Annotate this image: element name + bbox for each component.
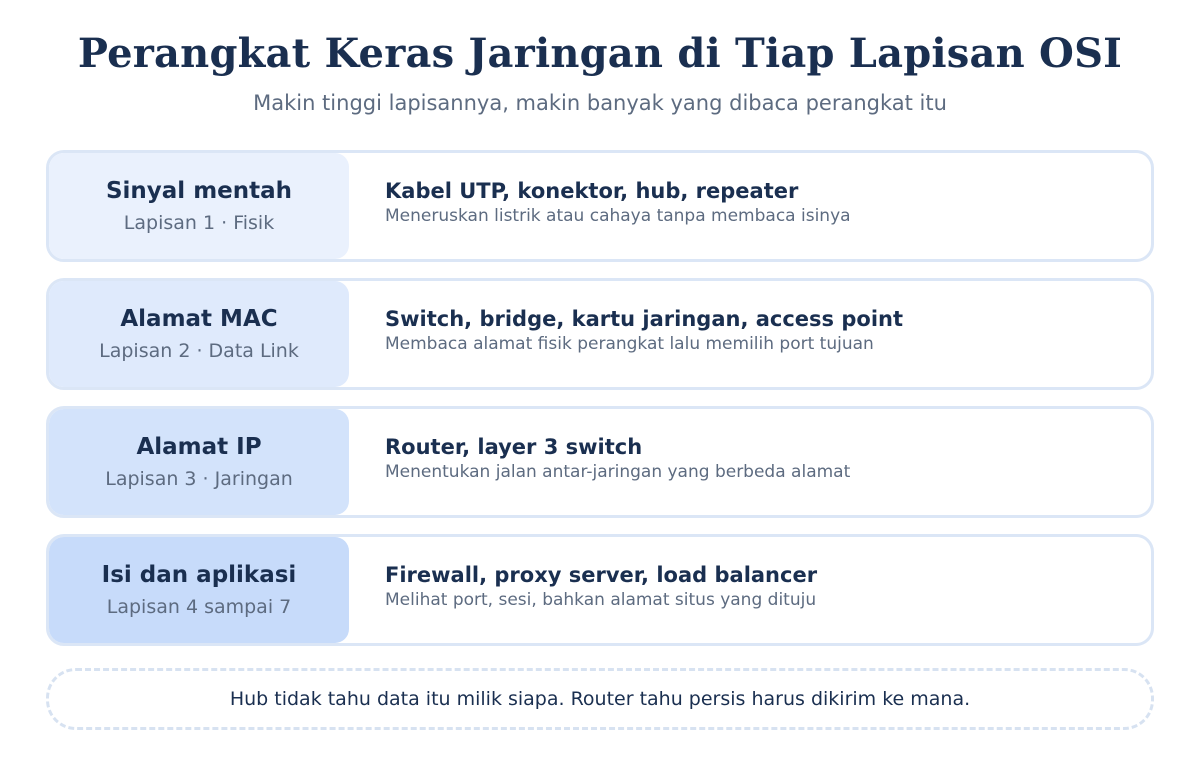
layer-label-panel bbox=[49, 281, 349, 387]
layer-card-physical bbox=[46, 150, 1154, 262]
layer-description: Melihat port, sesi, bahkan alamat situs yang dituju bbox=[385, 590, 817, 610]
layer-devices: Router, layer 3 switch bbox=[385, 435, 643, 459]
footer-note bbox=[46, 668, 1154, 730]
layer-content bbox=[349, 281, 1151, 387]
osi-layer-list bbox=[46, 150, 1154, 662]
layer-name: Isi dan aplikasi bbox=[101, 562, 297, 588]
layer-name: Alamat MAC bbox=[120, 306, 278, 332]
layer-number: Lapisan 3 · Jaringan bbox=[105, 468, 293, 490]
layer-devices: Switch, bridge, kartu jaringan, access point bbox=[385, 307, 904, 331]
layer-number: Lapisan 4 sampai 7 bbox=[106, 596, 292, 618]
layer-description: Menentukan jalan antar-jaringan yang berbeda alamat bbox=[385, 462, 851, 482]
page-title: Perangkat Keras Jaringan di Tiap Lapisan OSI bbox=[77, 30, 1123, 77]
layer-content bbox=[349, 153, 1151, 259]
layer-description: Membaca alamat fisik perangkat lalu memilih port tujuan bbox=[385, 334, 874, 354]
layer-number: Lapisan 1 · Fisik bbox=[123, 212, 275, 234]
layer-content bbox=[349, 537, 1151, 643]
layer-devices: Firewall, proxy server, load balancer bbox=[385, 563, 818, 587]
layer-content bbox=[349, 409, 1151, 515]
layer-card-data-link bbox=[46, 278, 1154, 390]
layer-name: Alamat IP bbox=[136, 434, 262, 460]
layer-card-application bbox=[46, 534, 1154, 646]
layer-label-panel bbox=[49, 153, 349, 259]
layer-devices: Kabel UTP, konektor, hub, repeater bbox=[385, 179, 799, 203]
footer-note-text: Hub tidak tahu data itu milik siapa. Router tahu persis harus dikirim ke mana. bbox=[229, 688, 971, 710]
layer-card-network bbox=[46, 406, 1154, 518]
layer-number: Lapisan 2 · Data Link bbox=[99, 340, 299, 362]
layer-label-panel bbox=[49, 537, 349, 643]
layer-description: Meneruskan listrik atau cahaya tanpa membaca isinya bbox=[385, 206, 851, 226]
page-subtitle: Makin tinggi lapisannya, makin banyak yang dibaca perangkat itu bbox=[253, 91, 947, 115]
layer-name: Sinyal mentah bbox=[105, 178, 293, 204]
layer-label-panel bbox=[49, 409, 349, 515]
